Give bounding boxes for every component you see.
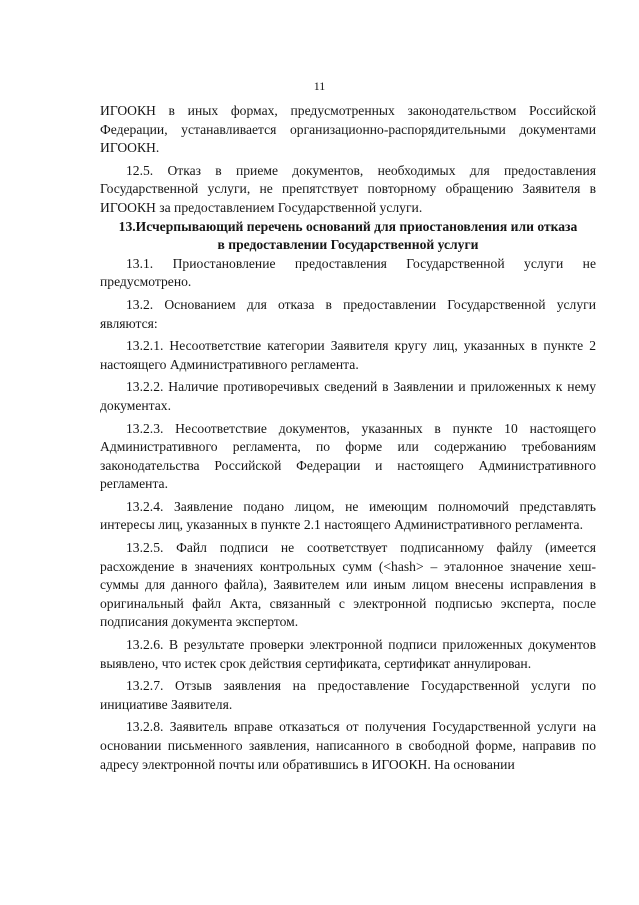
document-body [100,102,596,774]
paragraph-13-2-2: 13.2.2. Наличие противоречивых сведений в Заявлении и приложенных к нему документах. [100,379,596,413]
paragraph-13-2-8: 13.2.8. Заявитель вправе отказаться от получения Государственной услуги на основании письменного заявления, написанного в свободной форме, направив по адресу электронной почты или обратившись в ИГООКН. На основании [100,719,596,772]
paragraph-13-2: 13.2. Основанием для отказа в предоставлении Государственной услуги являются: [100,296,596,331]
paragraph-13-2-5: 13.2.5. Файл подписи не соответствует подписанному файлу (имеется расхождение в значениях контрольных сумм (<hash> – эталонное значение хеш-суммы для данного файла), Заявителем или иным лицом внесены исправления в оригинальный файл Акта, связанный с электронной подписью эксперта, после подписания документа экспертом. [100,540,596,630]
paragraph-13-1: 13.1. Приостановление предоставления Государственной услуги не предусмотрено. [100,255,596,290]
paragraph-13-2-6: 13.2.6. В результате проверки электронной подписи приложенных документов выявлено, что истек срок действия сертификата, сертификат аннулирован. [100,637,596,671]
paragraph-13-2-3: 13.2.3. Несоответствие документов, указанных в пункте 10 настоящего Административного регламента, по форме или содержанию требованиям законодательства Российской Федерации и настоящего Административного регламента. [100,420,596,492]
paragraph-13-2-7: 13.2.7. Отзыв заявления на предоставление Государственной услуги по инициативе Заявителя. [100,678,596,712]
paragraph-13-2-1: 13.2.1. Несоответствие категории Заявителя кругу лиц, указанных в пункте 2 настоящего Административного регламента. [100,338,596,372]
paragraph-13-2-4: 13.2.4. Заявление подано лицом, не имеющим полномочий представлять интересы лиц, указанных в пункте 2.1 настоящего Административного регламента. [100,498,596,533]
page-number: 11 [313,79,326,93]
section-heading-13: 13.Исчерпывающий перечень оснований для приостановления или отказа в предоставлении Государственной услуги [118,218,578,253]
paragraph-continuation: ИГООКН в иных формах, предусмотренных законодательством Российской Федерации, устанавливается организационно-распорядительными документами ИГООКН. [100,103,596,156]
paragraph-12-5: 12.5. Отказ в приеме документов, необходимых для предоставления Государственной услуги, не препятствует повторному обращению Заявителя в ИГООКН за предоставлением Государственной услуги. [100,162,596,215]
